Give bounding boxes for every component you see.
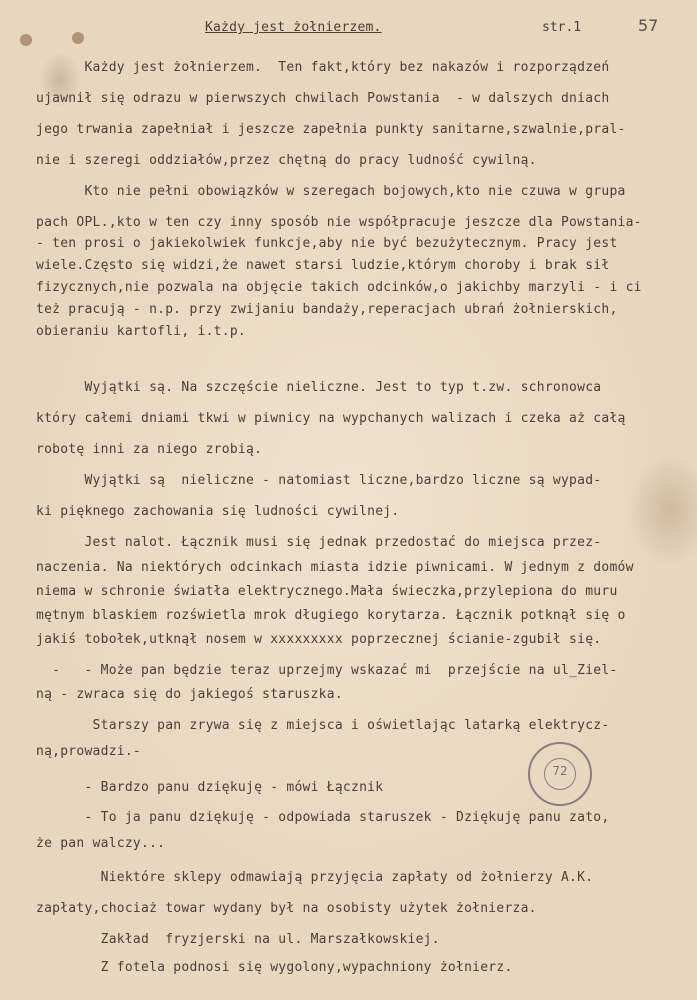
text-line: pach OPL.,kto w ten czy inny sposób nie współpracuje jeszcze dla Powstania- [36,215,642,230]
text-line: - Bardzo panu dziękuję - mówi Łącznik [36,780,384,795]
text-line: ną,prowadzi.- [36,744,141,759]
text-line: ujawnił się odrazu w pierwszych chwilach Powstania - w dalszych dniach [36,91,610,106]
text-line: nie i szeregi oddziałów,przez chętną do pracy ludność cywilną. [36,153,537,168]
archive-stamp [528,742,592,806]
text-line: też pracują - n.p. przy zwijaniu bandaży,reperacjach ubrań żołnierskich, [36,302,618,317]
text-line: Wyjątki są. Na szczęście nieliczne. Jest to typ t.zw. schronowca [36,380,602,395]
text-line: robotę inni za niego zrobią. [36,442,263,457]
text-line: fizycznych,nie pozwala na objęcie takich odcinków,o jakichby marzyli - i ci [36,280,642,295]
stamp-number: 72 [552,764,568,778]
text-line: Kto nie pełni obowiązków w szeregach bojowych,kto nie czuwa w grupa [36,184,626,199]
text-line: jakiś tobołek,utknął nosem w xxxxxxxxx poprzecznej ścianie-zgubił się. [36,632,602,647]
binder-hole [72,32,84,44]
text-line: Jest nalot. Łącznik musi się jednak przedostać do miejsca przez- [36,535,602,550]
text-line: - - Może pan będzie teraz uprzejmy wskazać mi przejście na ul_Ziel- [36,663,618,678]
text-line: zapłaty,chociaż towar wydany był na osobisty użytek żołnierza. [36,901,537,916]
text-line: Niektóre sklepy odmawiają przyjęcia zapłaty od żołnierzy A.K. [36,870,594,885]
text-line: - ten prosi o jakiekolwiek funkcje,aby nie być bezużytecznym. Pracy jest [36,236,618,251]
text-line: Zakład fryzjerski na ul. Marszałkowskiej. [36,932,440,947]
text-line: niema w schronie światła elektrycznego.Mała świeczka,przylepiona do muru [36,584,618,599]
text-line: Starszy pan zrywa się z miejsca i oświetlając latarką elektrycz- [36,718,610,733]
text-line: ną - zwraca się do jakiegoś staruszka. [36,687,343,702]
text-line: Wyjątki są nieliczne - natomiast liczne,bardzo liczne są wypad- [36,473,602,488]
text-line: który całemi dniami tkwi w piwnicy na wypchanych walizach i czeka aż całą [36,411,626,426]
text-line: Z fotela podnosi się wygolony,wypachniony żołnierz. [36,960,513,975]
text-line: ki pięknego zachowania się ludności cywilnej. [36,504,400,519]
binder-hole [20,34,32,46]
text-line: - To ja panu dziękuję - odpowiada staruszek - Dziękuję panu zato, [36,810,610,825]
text-line: wiele.Często się widzi,że nawet starsi ludzie,którym choroby i brak sił [36,258,610,273]
text-line: że pan walczy... [36,836,166,851]
text-line: naczenia. Na niektórych odcinkach miasta idzie piwnicami. W jednym z domów [36,560,634,575]
text-line: Każdy jest żołnierzem. Ten fakt,który bez nakazów i rozporządzeń [36,60,610,75]
text-line: obieraniu kartofli, i.t.p. [36,324,246,339]
text-line: mętnym blaskiem rozświetla mrok długiego korytarza. Łącznik potknął się o [36,608,626,623]
text-line: jego trwania zapełniał i jeszcze zapełnia punkty sanitarne,szwalnie,pral- [36,122,626,137]
page-label: str.1 [542,20,582,35]
document-title: Każdy jest żołnierzem. [205,20,382,35]
folio-number: 57 [638,16,659,35]
